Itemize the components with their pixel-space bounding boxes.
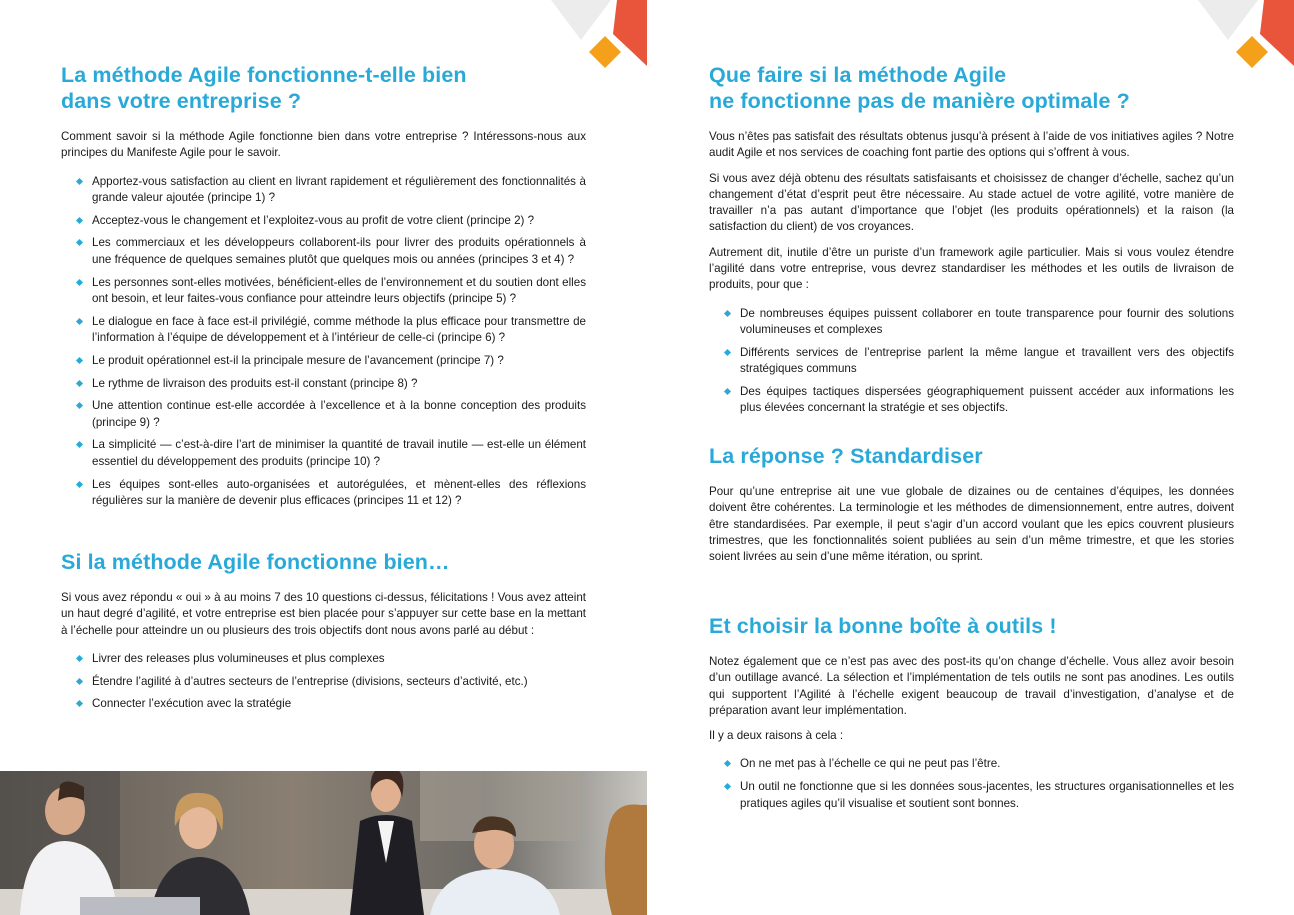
diamond-bullet-icon xyxy=(76,402,83,409)
red-triangle xyxy=(1260,0,1294,66)
paragraph: Autrement dit, inutile d’être un puriste d’un framework agile particulier. Mais si vous voulez étendre l’agilité dans votre entreprise, vous devrez standardiser les méthodes et les outils de livraison de produits, pour que : xyxy=(709,245,1234,292)
diamond-bullet-icon xyxy=(76,678,83,685)
list-item: La simplicité — c’est-à-dire l’art de minimiser la quantité de travail inutile — est-elle un élément essentiel du développement des produits (principe 10) ? xyxy=(61,437,586,470)
section-title: La réponse ? Standardiser xyxy=(709,444,983,468)
intro-paragraph: Si vous avez répondu « oui » à au moins 7 des 10 questions ci-dessus, félicitations ! Vous avez atteint un haut degré d’agilité, et votre entreprise est bien placée pour s’appuyer sur cette base en la mettant à l’échelle pour atteindre un ou plusieurs des trois objectifs dont nous avons parlé au début : xyxy=(61,591,586,637)
diamond-bullet-icon xyxy=(76,700,83,707)
diamond-bullet-icon xyxy=(724,388,731,395)
paragraph: Il y a deux raisons à cela : xyxy=(709,729,844,743)
diamond-bullet-icon xyxy=(76,239,83,246)
orange-diamond xyxy=(1236,36,1268,68)
list-item: On ne met pas à l’échelle ce qui ne peut pas l’être. xyxy=(709,756,1234,772)
diamond-bullet-icon xyxy=(76,357,83,364)
list-item: Livrer des releases plus volumineuses et plus complexes xyxy=(61,651,586,667)
section-toolbox xyxy=(709,613,1234,812)
diamond-bullet-icon xyxy=(724,783,731,790)
reasons-list xyxy=(709,756,1234,811)
section-title: Que faire si la méthode Agile ne fonctionne pas de manière optimale ? xyxy=(709,63,1130,113)
grey-triangle xyxy=(1198,0,1258,40)
orange-diamond xyxy=(589,36,621,68)
list-item: Différents services de l’entreprise parlent la même langue et travaillent vers des objectifs stratégiques communs xyxy=(709,345,1234,378)
list-item: Étendre l’agilité à d’autres secteurs de l’entreprise (divisions, secteurs d’activité, etc.) xyxy=(61,674,586,690)
diamond-bullet-icon xyxy=(76,318,83,325)
list-item: Le rythme de livraison des produits est-il constant (principe 8) ? xyxy=(61,376,586,392)
grey-triangle xyxy=(551,0,611,40)
section-title: La méthode Agile fonctionne-t-elle bien dans votre entreprise ? xyxy=(61,63,467,113)
diamond-bullet-icon xyxy=(724,760,731,767)
list-item: Les commerciaux et les développeurs collaborent-ils pour livrer des produits opérationnels à une fréquence de quelques semaines plutôt que quelques mois ou années (principes 3 et 4) ? xyxy=(61,235,586,268)
section-title: Si la méthode Agile fonctionne bien… xyxy=(61,550,450,574)
list-item: Apportez-vous satisfaction au client en livrant rapidement et régulièrement des fonctionnalités à grande valeur ajoutée (principe 1) ? xyxy=(61,174,586,207)
team-meeting-illustration xyxy=(0,771,647,915)
standardize-goals-list xyxy=(709,306,1234,417)
list-item: Le dialogue en face à face est-il privilégié, comme méthode la plus efficace pour transmettre de l’information à l’équipe de développement et à l’intérieur de celle-ci (principe 6) ? xyxy=(61,314,586,347)
paragraph: Si vous avez déjà obtenu des résultats satisfaisants et choisissez de changer d’échelle, sachez qu’un changement d’état d’esprit peut être nécessaire. Au stade actuel de votre agilité, votre manière de travailler n’a pas autant d’importance que l’objet (les produits opérationnels) et la raison (la satisfaction du client) de vos croyances. xyxy=(709,171,1234,234)
list-item: Une attention continue est-elle accordée à l’excellence et à la bonne conception des produits (principe 9) ? xyxy=(61,398,586,431)
section-agile-works xyxy=(61,62,586,509)
intro-paragraph: Comment savoir si la méthode Agile fonctionne bien dans votre entreprise ? Intéressons-nous aux principes du Manifeste Agile pour le savoir. xyxy=(61,130,586,160)
corner-decoration xyxy=(1194,0,1294,70)
diamond-bullet-icon xyxy=(76,481,83,488)
list-item: De nombreuses équipes puissent collaborer en toute transparence pour fournir des solutions volumineuses et complexes xyxy=(709,306,1234,339)
diamond-bullet-icon xyxy=(76,279,83,286)
list-item: Connecter l’exécution avec la stratégie xyxy=(61,696,586,712)
objectives-list xyxy=(61,651,586,713)
diamond-bullet-icon xyxy=(76,178,83,185)
paragraph: Pour qu’une entreprise ait une vue globale de dizaines ou de centaines d’équipes, les données doivent être cohérentes. La terminologie et les méthodes de dimensionnement, entre autres, doivent être standardisées. Par exemple, il peut s’agir d’un accord voulant que les epics couvrent plusieurs trimestres, que les fonctionnalités soient publiées au sein d’un même trimestre, et que les stories soient livrées au sein d’une même itération, ou sprint. xyxy=(709,485,1234,564)
team-meeting-photo xyxy=(0,771,647,915)
diamond-bullet-icon xyxy=(76,441,83,448)
section-title: Et choisir la bonne boîte à outils ! xyxy=(709,614,1057,638)
red-triangle xyxy=(613,0,647,66)
list-item: Des équipes tactiques dispersées géographiquement puissent accéder aux informations les plus élevées concernant la stratégie et ses objectifs. xyxy=(709,384,1234,417)
diamond-bullet-icon xyxy=(76,380,83,387)
section-standardize xyxy=(709,443,1234,565)
right-page xyxy=(647,0,1294,915)
diamond-bullet-icon xyxy=(724,310,731,317)
list-item: Acceptez-vous le changement et l’exploitez-vous au profit de votre client (principe 2) ? xyxy=(61,213,586,229)
paragraph: Vous n’êtes pas satisfait des résultats obtenus jusqu’à présent à l’aide de vos initiatives agiles ? Notre audit Agile et nos services de coaching font partie des options qui s’offrent à vous. xyxy=(709,130,1234,160)
list-item: Les équipes sont-elles auto-organisées et autorégulées, et mènent-elles des réflexions régulières sur la manière de devenir plus efficaces (principes 11 et 12) ? xyxy=(61,477,586,510)
diamond-bullet-icon xyxy=(76,655,83,662)
principles-list xyxy=(61,174,586,510)
list-item: Le produit opérationnel est-il la principale mesure de l’avancement (principe 7) ? xyxy=(61,353,586,369)
section-agile-not-optimal xyxy=(709,62,1234,416)
section-if-agile-works xyxy=(61,549,586,713)
list-item: Un outil ne fonctionne que si les données sous-jacentes, les structures organisationnelles et les pratiques agiles qu’il visualise et soutient sont bonnes. xyxy=(709,779,1234,812)
diamond-bullet-icon xyxy=(724,349,731,356)
corner-decoration xyxy=(547,0,647,70)
paragraph: Notez également que ce n’est pas avec des post-its qu’on change d’échelle. Vous allez avoir besoin d’un outillage avancé. La sélection et l’implémentation de tels outils ne sont pas anodines. Les outils qui supportent l’Agilité à l’échelle exigent beaucoup de travail d’investigation, d’analyse et de préparation avant leur implémentation. xyxy=(709,655,1234,717)
diamond-bullet-icon xyxy=(76,217,83,224)
list-item: Les personnes sont-elles motivées, bénéficient-elles de l’environnement et du soutien dont elles ont besoin, et leur faites-vous confiance pour atteindre leurs objectifs (principe 5) ? xyxy=(61,275,586,308)
